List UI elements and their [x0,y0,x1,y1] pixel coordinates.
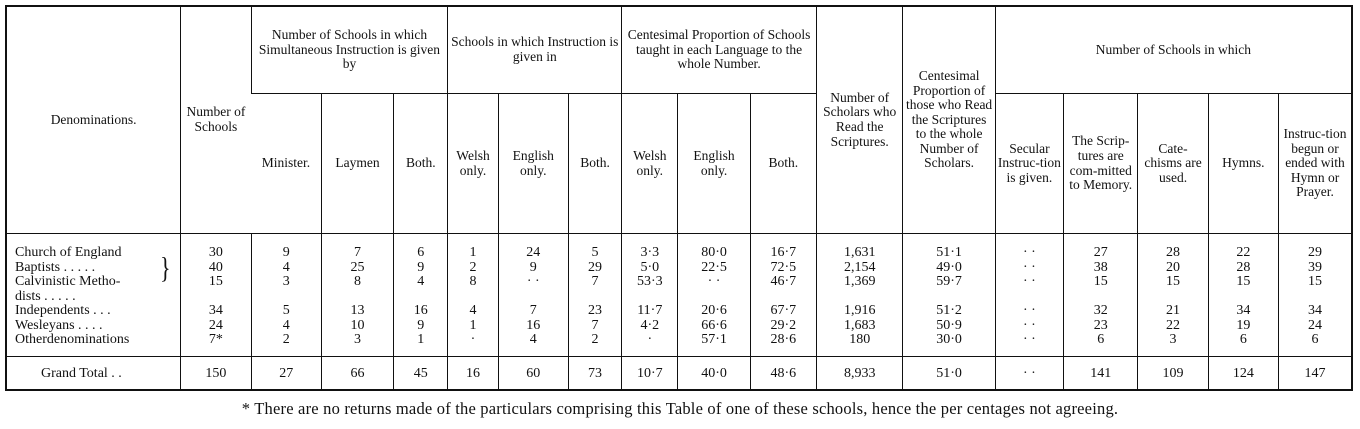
table-cell: 24 [498,246,568,261]
table-cell: 15 [181,275,251,290]
table-cell: 1 [448,246,498,261]
header-both-simultaneous: Both. [394,94,448,234]
denominations-table [7,7,1351,391]
denomination-cell: Calvinistic Metho- [15,274,121,289]
table-row [7,290,1351,305]
header-simultaneous-instruction: Number of Schools in which Simultaneous Instruction is given by [251,7,448,94]
table-cell: 7 [321,246,393,261]
table-cell: 20 [1138,261,1208,276]
table-cell: 7* [181,333,251,348]
statistics-table-frame [5,5,1353,391]
denomination-cell: Otherdenominations [15,332,130,347]
grand-total-cell: 10·7 [622,356,678,391]
header-minister: Minister. [251,94,321,234]
denomination-cell: Wesleyans . . . . [15,317,103,333]
table-cell: 2 [448,261,498,276]
table-cell: · · [678,275,750,290]
table-cell: 1 [448,319,498,334]
table-cell [321,290,393,305]
table-cell: 23 [568,304,621,319]
table-cell: 9 [394,261,448,276]
table-cell: · · [995,319,1063,334]
table-cell: 6 [1208,333,1278,348]
table-cell: 6 [1279,333,1352,348]
header-denominations: Denominations. [7,7,181,234]
table-cell [394,290,448,305]
table-cell: 16·7 [750,246,816,261]
table-cell [498,290,568,305]
table-cell: 1 [394,333,448,348]
header-welsh-only-proportion: Welsh only. [622,94,678,234]
table-cell: 13 [321,304,393,319]
table-cell: 15 [1064,275,1138,290]
grand-total-cell: 73 [568,356,621,391]
table-cell: · · [995,261,1063,276]
table-cell: 9 [394,319,448,334]
grand-total-label: Grand Total . . [7,356,181,391]
grand-total-cell: 124 [1208,356,1278,391]
table-cell: 34 [1208,304,1278,319]
table-cell: 22·5 [678,261,750,276]
header-number-of-schools: Number of Schools [181,7,251,234]
table-cell: · · [498,275,568,290]
table-cell: 51·1 [903,246,995,261]
header-number-of-schools-in-which: Number of Schools in which [995,7,1351,94]
grand-total-cell: 45 [394,356,448,391]
header-schools-in: Schools in which Instruction is given in [448,7,622,94]
table-cell: 3 [251,275,321,290]
table-cell [1208,290,1278,305]
table-cell: · · [995,246,1063,261]
grand-total-cell: 48·6 [750,356,816,391]
header-secular-instruction: Secular Instruc-tion is given. [995,94,1063,234]
table-row [7,333,1351,348]
table-cell: 7 [498,304,568,319]
table-cell [181,290,251,305]
table-cell: 16 [498,319,568,334]
table-cell: 19 [1208,319,1278,334]
table-cell: 1,631 [817,246,903,261]
table-cell [568,290,621,305]
grand-total-cell: 109 [1138,356,1208,391]
table-cell: 59·7 [903,275,995,290]
table-cell: 5 [251,304,321,319]
grand-total-cell: 40·0 [678,356,750,391]
table-cell: 2 [251,333,321,348]
table-cell: 28 [1208,261,1278,276]
table-cell: 22 [1138,319,1208,334]
header-both-language: Both. [568,94,621,234]
table-cell: 28 [1138,246,1208,261]
table-cell: 4 [251,261,321,276]
table-cell: 23 [1064,319,1138,334]
grand-total-cell: 141 [1064,356,1138,391]
grand-total-cell: 16 [448,356,498,391]
table-cell: 53·3 [622,275,678,290]
table-cell: 9 [498,261,568,276]
header-hymns: Hymns. [1208,94,1278,234]
header-hymn-or-prayer: Instruc-tion begun or ended with Hymn or Prayer. [1279,94,1352,234]
table-cell [1138,290,1208,305]
table-cell: 24 [181,319,251,334]
table-cell: · · [995,304,1063,319]
table-cell: 180 [817,333,903,348]
header-english-only-proportion: English only. [678,94,750,234]
table-cell: 10 [321,319,393,334]
grand-total-cell: 8,933 [817,356,903,391]
table-cell: 1,683 [817,319,903,334]
table-cell: 30·0 [903,333,995,348]
table-cell [448,290,498,305]
table-cell: 40 [181,261,251,276]
table-cell: 80·0 [678,246,750,261]
header-welsh-only: Welsh only. [448,94,498,234]
table-cell: 2,154 [817,261,903,276]
table-cell: 29 [568,261,621,276]
table-cell: 8 [448,275,498,290]
table-cell: 3 [1138,333,1208,348]
header-laymen: Laymen [321,94,393,234]
table-cell [750,290,816,305]
table-cell: 25 [321,261,393,276]
grand-total-cell: 51·0 [903,356,995,391]
grand-total-cell: 147 [1279,356,1352,391]
table-row [7,246,1351,261]
table-cell: 16 [394,304,448,319]
table-cell: 32 [1064,304,1138,319]
denomination-cell: Church of England [15,245,122,260]
header-english-only: English only. [498,94,568,234]
table-cell: · · [995,275,1063,290]
denomination-cell: Independents . . . [15,303,111,318]
table-cell: 2 [568,333,621,348]
table-cell: 15 [1208,275,1278,290]
table-cell: 30 [181,246,251,261]
table-cell: 15 [1279,275,1352,290]
table-cell: 4 [394,275,448,290]
table-row [7,275,1351,290]
table-cell: 3·3 [622,246,678,261]
table-cell: 57·1 [678,333,750,348]
header-centesimal-proportion: Centesimal Proportion of Schools taught in each Language to the whole Number. [622,7,817,94]
table-cell: · [622,333,678,348]
table-cell: 1,916 [817,304,903,319]
denomination-cell: Baptists . . . . . [15,259,96,275]
table-cell: 7 [568,275,621,290]
table-cell [1279,290,1352,305]
table-cell [251,290,321,305]
table-cell [622,290,678,305]
table-cell: 15 [1138,275,1208,290]
header-scriptures-memory: The Scrip-tures are com-mitted to Memory. [1064,94,1138,234]
grand-total-cell: · · [995,356,1063,391]
table-cell: 4 [251,319,321,334]
table-cell: 9 [251,246,321,261]
table-cell [1064,290,1138,305]
table-cell: 27 [1064,246,1138,261]
table-cell: 24 [1279,319,1352,334]
table-cell: 22 [1208,246,1278,261]
table-cell: 4 [448,304,498,319]
table-row [7,261,1351,276]
brace-glyph: } [160,250,171,285]
table-cell: 72·5 [750,261,816,276]
table-cell: 21 [1138,304,1208,319]
table-cell [817,290,903,305]
table-cell: 6 [394,246,448,261]
table-cell: 1,369 [817,275,903,290]
table-cell: 20·6 [678,304,750,319]
table-cell: 5 [568,246,621,261]
table-cell: · [448,333,498,348]
table-cell: 66·6 [678,319,750,334]
table-cell: 38 [1064,261,1138,276]
denomination-cell: dists . . . . . [15,288,76,304]
table-cell: 4·2 [622,319,678,334]
table-cell: 29·2 [750,319,816,334]
table-cell: 3 [321,333,393,348]
header-scholars-read: Number of Scholars who Read the Scriptures. [817,7,903,234]
table-cell: 28·6 [750,333,816,348]
table-cell: 8 [321,275,393,290]
grand-total-cell: 27 [251,356,321,391]
footnote: * There are no returns made of the particulars comprising this Table of one of these schools, hence the per centages not agreeing. [241,399,1119,418]
header-centesimal-readers: Centesimal Proportion of those who Read the Scriptures to the whole Number of Scholars. [903,7,995,234]
table-cell [903,290,995,305]
table-row [7,304,1351,319]
table-cell: 50·9 [903,319,995,334]
grand-total-row [7,356,1351,391]
table-cell: 49·0 [903,261,995,276]
table-cell: 34 [1279,304,1352,319]
table-cell: 5·0 [622,261,678,276]
grand-total-cell: 150 [181,356,251,391]
table-cell: 46·7 [750,275,816,290]
table-cell: · · [995,333,1063,348]
table-cell: 11·7 [622,304,678,319]
table-cell: 6 [1064,333,1138,348]
table-cell: 4 [498,333,568,348]
table-row [7,319,1351,334]
table-cell [995,290,1063,305]
table-cell: 67·7 [750,304,816,319]
grand-total-cell: 60 [498,356,568,391]
table-cell: 51·2 [903,304,995,319]
table-cell: 34 [181,304,251,319]
grand-total-cell: 66 [321,356,393,391]
table-cell: 29 [1279,246,1352,261]
header-catechisms: Cate-chisms are used. [1138,94,1208,234]
table-cell: 39 [1279,261,1352,276]
table-cell: 7 [568,319,621,334]
header-both-proportion: Both. [750,94,816,234]
table-cell [678,290,750,305]
